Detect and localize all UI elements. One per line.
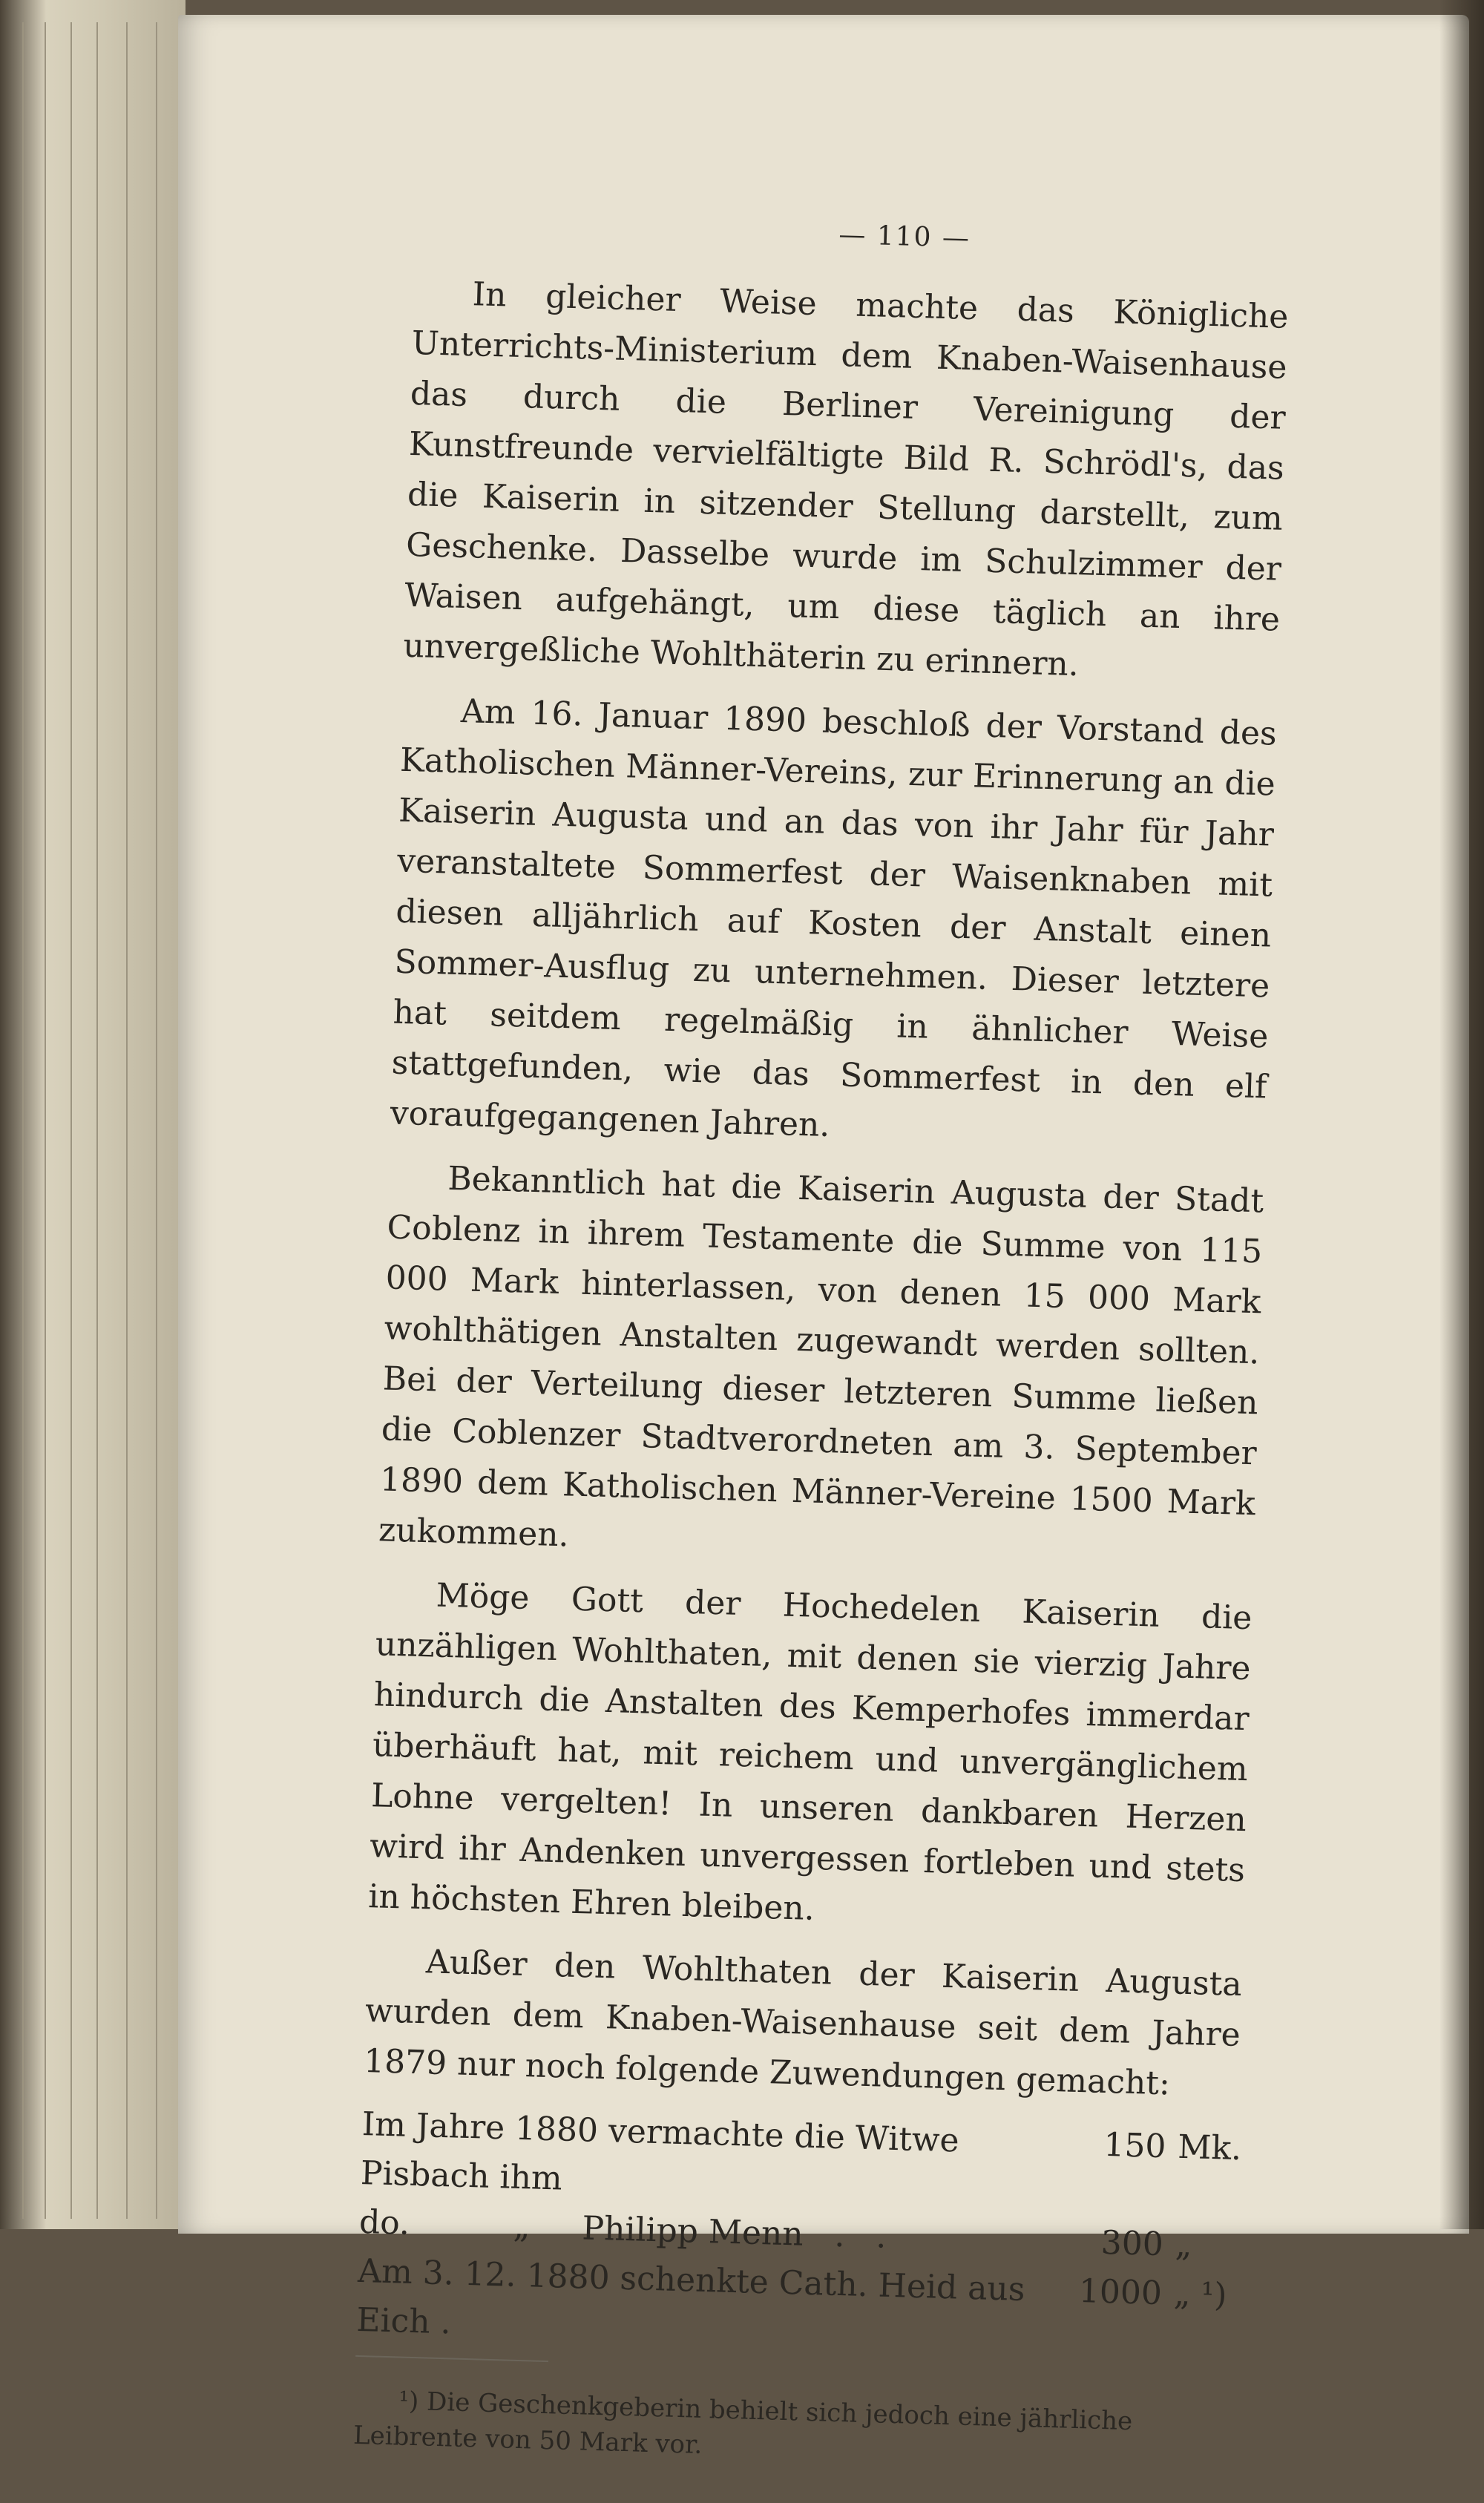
page-text (352, 208, 1291, 2503)
donation-unit: „ ¹) (1173, 2274, 1228, 2315)
donor: Im Jahre 1880 vermachte die Witwe Pisbach ihm (360, 2105, 960, 2198)
donor: do. „ Philipp Menn . . (358, 2202, 887, 2256)
paragraph-summer-outing: Am 16. Januar 1890 beschloß der Vorstand des Katholischen Männer-Vereins, zur Erinnerung an die Kaiserin Augusta und an das von ihr Jahr für Jahr veranstaltete Sommerfest der Waisenknaben mit diesen alljährlich auf Kosten der Anstalt einen Sommer-Ausflug zu unternehmen. Dieser letztere hat seitdem regelmäßig in ähnlicher Weise stattgefunden, wie das Sommerfest in den elf voraufgegangenen Jahren. (390, 692, 1278, 1145)
donation-unit: Mk. (1177, 2128, 1242, 2168)
paragraph-blessing: Möge Gott der Hochedelen Kaiserin die unzähligen Wohlthaten, mit denen sie vierzig Jahre hindurch die Anstalten des Kemperhofes immerdar überhäuft hat, mit reichem und unvergänglichem Lohne vergelten! In unseren dankbaren Herzen wird ihr Andenken unvergessen fortleben und stets in höchsten Ehren bleiben. (367, 1576, 1253, 1928)
donor: Am 3. 12. 1880 schenkte Cath. Heid aus Eich . (355, 2251, 1026, 2342)
footnote-divider (355, 2355, 548, 2362)
paragraph-donations-intro: Außer den Wohlthaten der Kaiserin Augusta wurden dem Knaben-Waisenhause seit dem Jahre 1879 nur noch folgende Zuwendungen gemacht: (363, 1943, 1243, 2103)
page-number: — 110 — (838, 219, 971, 254)
donation-amount: 1000 (1078, 2272, 1163, 2313)
book-page-edges (0, 0, 186, 2229)
paragraph-portrait-gift: In gleicher Weise machte das Königliche Unterrichts-Ministerium dem Knaben-Waisenhause das durch die Berliner Vereinigung der Kunstfreunde vervielfältigte Bild R. Schrödl's, das die Kaiserin in sitzender Stellung darstellt, zum Geschenke. Dasselbe wurde im Schulzimmer der Waisen aufgehängt, um diese täglich an ihre unvergeßliche Wohlthäterin zu erinnern. (402, 275, 1290, 684)
donations-list (355, 2100, 1242, 2369)
donation-unit: „ (1175, 2225, 1193, 2265)
binding-shadow (1439, 0, 1484, 2229)
paragraph-testament: Bekanntlich hat die Kaiserin Augusta der Stadt Coblenz in ihrem Testamente die Summe von 115 000 Mark hinterlassen, von denen 15 000 Mark wohlthätigen Anstalten zugewandt werden sollten. Bei der Verteilung dieser letzteren Summe ließen die Coblenzer Stadtverordneten am 3. September 1890 dem Katholischen Männer-Vereine 1500 Mark zukommen. (378, 1159, 1264, 1555)
footnote: ¹) Die Geschenkgeberin behielt sich jedoch eine jährliche Leibrente von 50 Mark vor. (352, 2386, 1133, 2460)
donation-amount: 150 (1103, 2125, 1167, 2166)
donation-amount: 300 (1100, 2223, 1164, 2264)
